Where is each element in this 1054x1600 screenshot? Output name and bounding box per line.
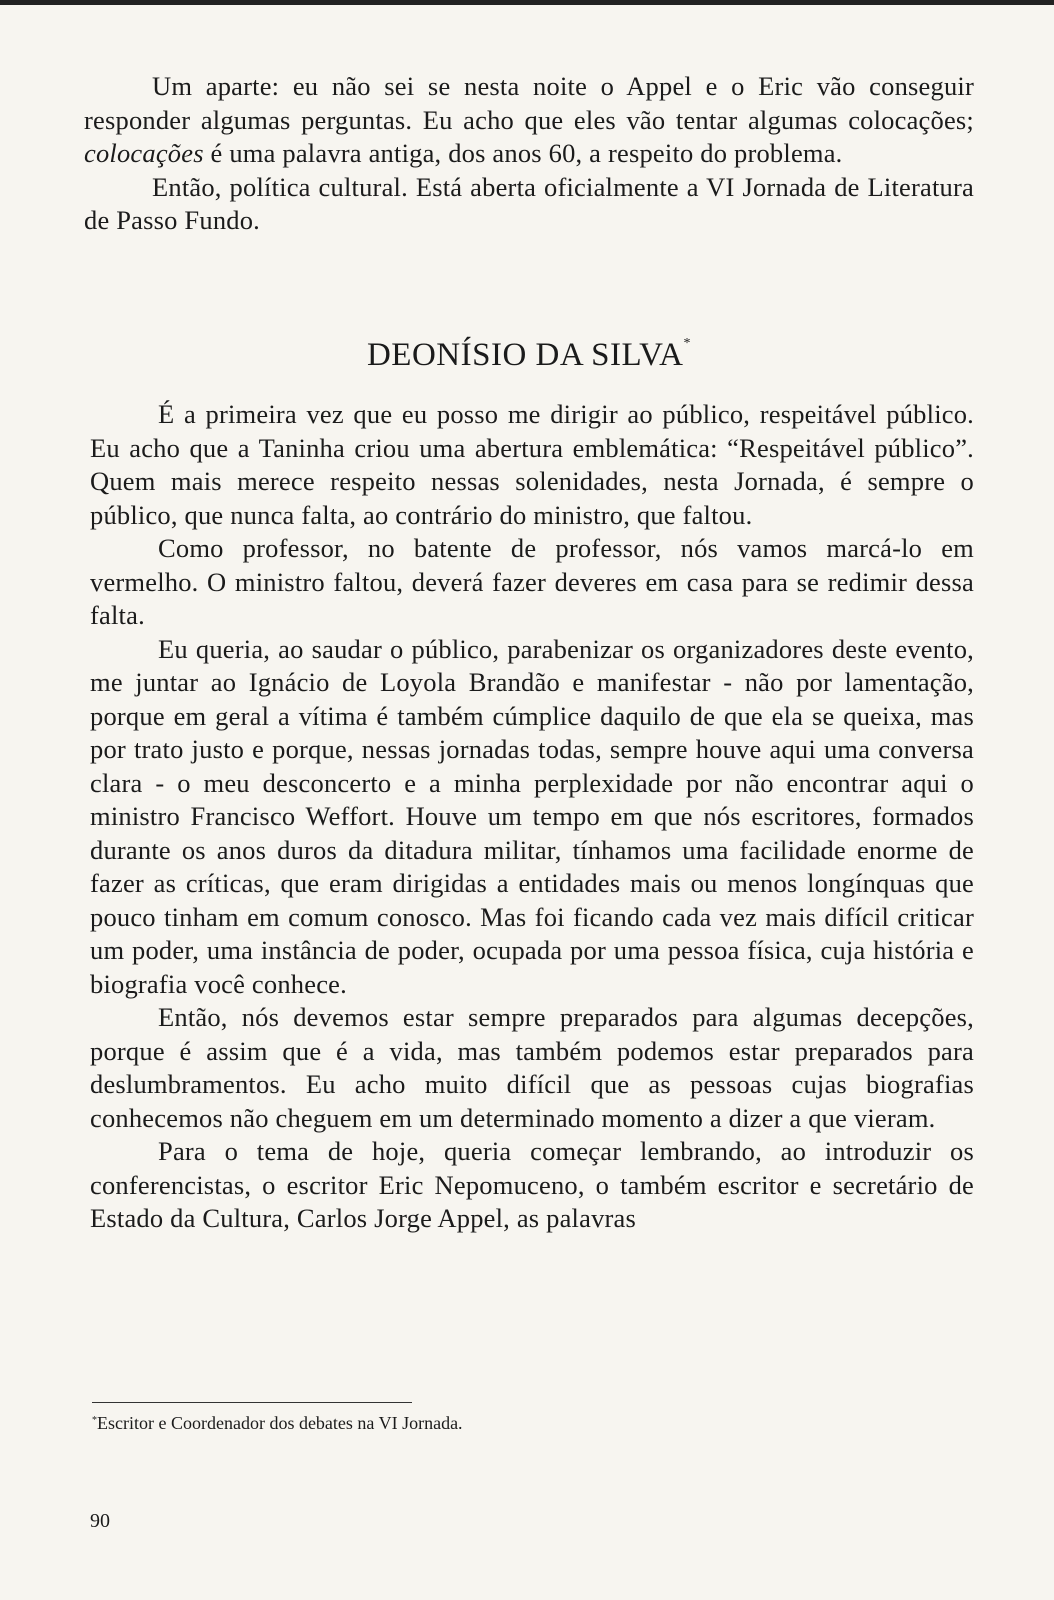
body-paragraph-5: Para o tema de hoje, queria começar lembrando, ao introduzir os conferencistas, o escritor Eric Nepomuceno, o também escritor e secretário de Estado da Cultura, Carlos Jorge Appel, as palavras: [90, 1136, 974, 1233]
section-body: [90, 398, 974, 1236]
footnote: [92, 1413, 463, 1434]
page-number: 90: [90, 1510, 110, 1532]
footnote-marker: *: [683, 336, 692, 351]
top-edge-rule: [0, 0, 1054, 5]
body-paragraph-3: Eu queria, ao saudar o público, parabenizar os organizadores deste evento, me juntar ao Ignácio de Loyola Brandão e manifestar - não por lamentação, porque em geral a vítima é também cúmplice daquilo de que ela se queixa, mas por trato justo e porque, nessas jornadas todas, sempre houve aqui uma conversa clara - o meu desconcerto e a minha perplexidade por não encontrar aqui o ministro Francisco Weffort. Houve um tempo em que nós escritores, formados durante os anos duros da ditadura militar, tínhamos uma facilidade enorme de fazer as críticas, que eram dirigidas a entidades mais ou menos longínquas que pouco tinham em comum conosco. Mas foi ficando cada vez mais difícil criticar um poder, uma instância de poder, ocupada por uma pessoa física, cuja história e biografia você conhece.: [90, 633, 974, 999]
footnote-rule: [92, 1402, 412, 1403]
intro-paragraph-2: Então, política cultural. Está aberta oficialmente a VI Jornada de Literatura de Passo Fundo.: [84, 171, 974, 235]
intro-paragraph-1-emphasis: colocações: [84, 138, 204, 168]
intro-paragraph-1-start: Um aparte: eu não sei se nesta noite o Appel e o Eric vão conseguir responder algumas perguntas. Eu acho que eles vão tentar algumas colocações;: [84, 71, 974, 135]
body-paragraph-2: Como professor, no batente de professor, nós vamos marcá-lo em vermelho. O ministro faltou, deverá fazer deveres em casa para se redimir dessa falta.: [90, 533, 974, 630]
intro-text: [84, 70, 974, 238]
intro-paragraph-1-end: é uma palavra antiga, dos anos 60, a respeito do problema.: [203, 138, 843, 168]
section-title-text: DEONÍSIO DA SILVA: [366, 337, 684, 373]
body-paragraph-4: Então, nós devemos estar sempre preparados para algumas decepções, porque é assim que é a vida, mas também podemos estar preparados para deslumbramentos. Eu acho muito difícil que as pessoas cujas biografias conhecemos não cheguem em um determinado momento a dizer a que vieram.: [90, 1002, 974, 1133]
body-paragraph-1: É a primeira vez que eu posso me dirigir ao público, respeitável público. Eu acho que a Taninha criou uma abertura emblemática: “Respeitável público”. Quem mais merece respeito nessas solenidades, nesta Jornada, é sempre o público, que nunca falta, ao contrário do ministro, que faltou.: [90, 399, 974, 530]
footnote-text: Escritor e Coordenador dos debates na VI Jornada.: [97, 1413, 463, 1433]
intro-paragraph-1: [84, 70, 974, 171]
footnote-mark: *: [92, 1415, 97, 1426]
section-title: [84, 336, 974, 374]
